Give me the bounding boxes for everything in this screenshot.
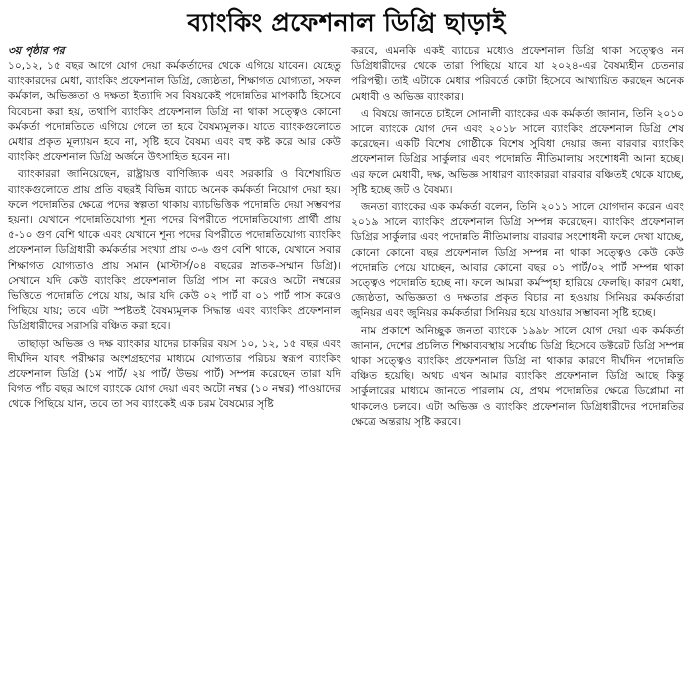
- paragraph: ব্যাংকাররা জানিয়েছেন, রাষ্ট্রায়ত্ত বাণিজ্যিক এবং সরকারি ও বিশেষায়িত ব্যাংকগুলোতে প্রায় প্রতি বছরই বিভিন্ন ব্যাচে অনেক কর্মকর্তা নিয়োগ দেয়া হয়। ফলে পদোন্নতির ক্ষেত্রে পদের স্বল্পতা থাকায় ব্যাচভিত্তিক পদোন্নতি দেয়া সম্ভবপর হয়না। যেখানে পদোন্নতিযোগ্য শূন্য পদের বিপরীতে পদোন্নতিযোগ্য প্রার্থী প্রায় ৫-১০ গুণ বেশি থাকে এবং যেখানে শূন্য পদের বিপরীতে পদোন্নতিযোগ্য ব্যাংকিং প্রফেশনাল ডিগ্রিধারী কর্মকর্তার সংখ্যা প্রায় ৩-৬ গুণ বেশি থাকে, যেখানে সবার শিক্ষাগত যোগ্যতাও প্রায় সমান (মাস্টার্স/০৪ বছরের স্নাতক-সম্মান ডিগ্রি)। সেখানে যদি কেউ ব্যাংকিং প্রফেশনাল ডিগ্রি পাস না করেও অটো নম্বরের ভিত্তিতে পদোন্নতি পেয়ে যায়, আর যদি কেউ ০২ পার্ট বা ০১ পার্ট পাস করেও পিছিয়ে যায়; তবে এটা স্পষ্টতই বৈষম্যমূলক সিদ্ধান্ত এবং ব্যাংকিং প্রফেশনাল ডিগ্রিধারীদের সরাসরি বঞ্চিত করা হবে।: [8, 168, 341, 333]
- paragraph: এ বিষয়ে জানতে চাইলে সোনালী ব্যাংকের এক কর্মকর্তা জানান, তিনি ২০১০ সালে ব্যাংকে যোগ দেন এবং ২০১৮ সালে ব্যাংকিং প্রফেশনাল ডিগ্রি শেষ করেছেন। একটি বিশেষ গোষ্ঠীকে বিশেষ সুবিধা দেয়ার জন্য বারবার ব্যাংকিং প্রফেশনাল ডিগ্রির সার্কুলার এবং পদোন্নতি নীতিমালায় সংশোধনী আনা হচ্ছে। এর ফলে মেধাবী, দক্ষ, অভিজ্ঞ সাধারণ ব্যাংকাররা বারবার বঞ্চিতই থেকে যাচ্ছে, সৃষ্টি হচ্ছে জট ও বৈষম্য।: [351, 107, 684, 196]
- paragraph: ১০,১২, ১৫ বছর আগে যোগ দেয়া কর্মকর্তাদের থেকে এগিয়ে যাবেন। যেহেতু ব্যাংকারদের মেধা, ব্যাংকিং প্রফেশনাল ডিগ্রি, জ্যেষ্ঠতা, শিক্ষাগত যোগ্যতা, সফল কর্মকাল, অভিজ্ঞতা ও দক্ষতা ইত্যাদি সব বিষয়কেই পদোন্নতির মাপকাঠি হিসেবে বিবেচনা করা হয়, তথাপি ব্যাংকিং প্রফেশনাল ডিগ্রি না থাকা সত্ত্বেও কোনো কর্মকর্তা পদোন্নতিতে এগিয়ে গেলে তা হবে বৈষম্যমূলক। যাতে ব্যাংকগুলোতে মেধার প্রকৃত মূল্যায়ন হবে না, সৃষ্টি হবে বৈষম্য এবং বহু কষ্ট করে আর কেউ ব্যাংকিং প্রফেশনাল ডিগ্রি অর্জনে উৎসাহিত হবেন না।: [8, 60, 341, 164]
- paragraph: জনতা ব্যাংকের এক কর্মকর্তা বলেন, তিনি ২০১১ সালে যোগদান করেন এবং ২০১৯ সালে ব্যাংকিং প্রফেশনাল ডিগ্রি সম্পন্ন করেছেন। ব্যাংকিং প্রফেশনাল ডিগ্রির সার্কুলার এবং পদোন্নতি নীতিমালায় বারবার সংশোধনী ফলে দেখা যাচ্ছে, কোনো কোনো বছর প্রফেশনাল ডিগ্রি সম্পন্ন না থাকা সত্ত্বেও কেউ কেউ পদোন্নতি পেয়ে যাচ্ছেন, আবার কোনো বছর ০১ পার্ট/০২ পার্ট সম্পন্ন থাকা সত্ত্বেও পদোন্নতি হচ্ছে না। ফলে আমরা কর্মস্পৃহা হারিয়ে ফেলছি। কারণ মেধা, জ্যেষ্ঠতা, অভিজ্ঞতা ও দক্ষতার প্রকৃত বিচার না হওয়ায় সিনিয়র কর্মকর্তারা জুনিয়র এবং জুনিয়র কর্মকর্তারা সিনিয়র হয়ে যাওয়ার সম্ভাবনা সৃষ্টি হচ্ছে।: [351, 201, 684, 320]
- continued-from-label: ৩য় পৃষ্ঠার পর: [8, 45, 65, 57]
- article-body: [8, 44, 685, 432]
- paragraph: তাছাড়া অভিজ্ঞ ও দক্ষ ব্যাংকার যাদের চাকরির বয়স ১০, ১২, ১৫ বছর এবং দীর্ঘদিন যাবৎ পরীক্ষার অংশগ্রহণের মাধ্যমে যোগ্যতার পরিচয় স্বরূপ ব্যাংকিং প্রফেশনাল ডিগ্রি (১ম পার্ট/ ২য় পার্ট/ উভয় পার্ট) সম্পন্ন করেছেন তারা যদি বিগত পাঁচ বছর আগে ব্যাংকে যোগ দেয়া এবং অটো নম্বর (১০ নম্বর) পাওয়াদের থেকে পিছিয়ে যান, তবে তা সব ব্যাংকেই এক চরম বৈষম্যের সৃষ্টি: [8, 337, 341, 411]
- paragraph: নাম প্রকাশে অনিচ্ছুক জনতা ব্যাংকে ১৯৯৮ সালে যোগ দেয়া এক কর্মকর্তা জানান, দেশের প্রচলিত শিক্ষাব্যবস্থায় সর্বোচ্চ ডিগ্রি হিসেবে ডক্টরেট ডিগ্রি সম্পন্ন থাকা সত্ত্বেও ব্যাংকিং প্রফেশনাল ডিগ্রি না থাকার কারণে দীর্ঘদিন পদোন্নতি বঞ্চিত হয়েছি। অথচ এখন আমার ব্যাংকিং প্রফেশনাল ডিগ্রি আছে কিন্তু সার্কুলারের মাধ্যমে জানতে পারলাম যে, প্রথম পদোন্নতির ক্ষেত্রে ডিপ্লোমা না থাকলেও চলবে। এটা অভিজ্ঞ ও ব্যাংকিং প্রফেশনাল ডিগ্রিধারীদের পদোন্নতির ক্ষেত্রে অন্তরায় সৃষ্টি করবে।: [351, 324, 684, 428]
- paragraph: করবে, এমনকি একই ব্যাচের মধ্যেও প্রফেশনাল ডিগ্রি থাকা সত্ত্বেও নন ডিগ্রিধারীদের থেকে তারা পিছিয়ে যাবে যা ২০২৪-এর বৈষম্যহীন চেতনার পরিপন্থী। তাই এটাকে মেধার পরিবর্তে কোটা হিসেবে আখ্যায়িত করছেন অনেক মেধাবী ও অভিজ্ঞ ব্যাংকার।: [351, 45, 684, 103]
- headline: ব্যাংকিং প্রফেশনাল ডিগ্রি ছাড়াই: [187, 8, 506, 37]
- left-column: [8, 44, 341, 432]
- right-column: [351, 44, 684, 432]
